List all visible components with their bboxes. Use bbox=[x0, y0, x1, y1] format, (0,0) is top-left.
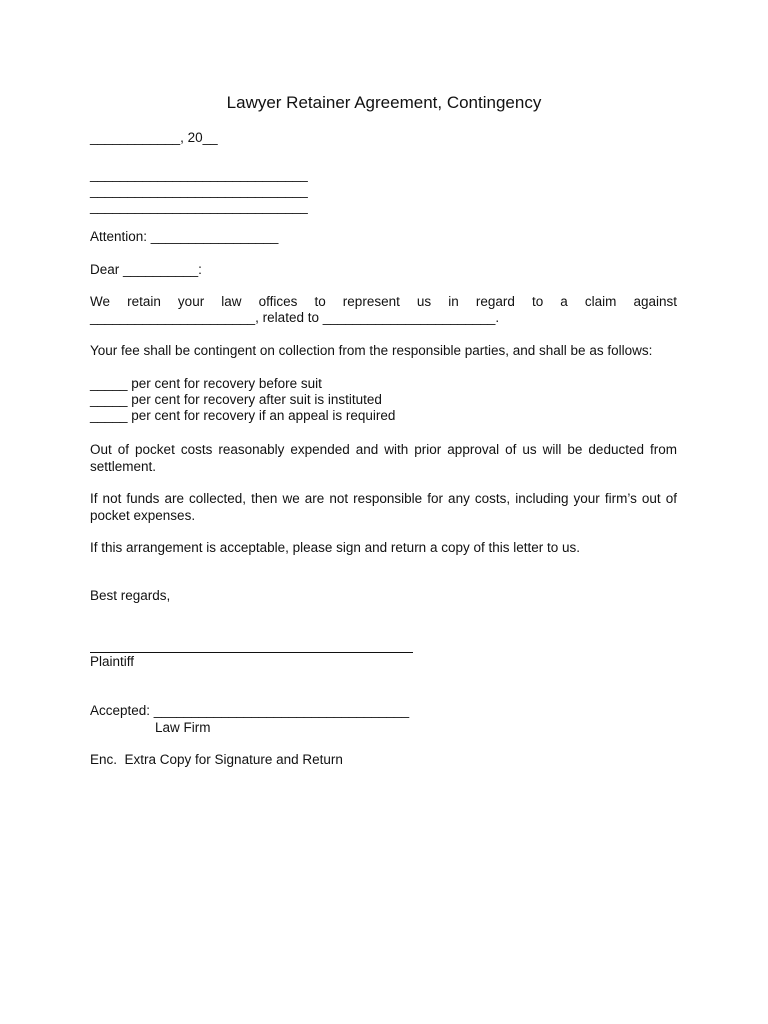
accepted-label: Accepted: bbox=[90, 703, 154, 718]
attention-line: Attention: _________________ bbox=[90, 229, 279, 244]
accepted-signature-blank: __________________________________ bbox=[153, 703, 410, 718]
fee-item-after-suit: _____ per cent for recovery after suit is instituted bbox=[90, 392, 382, 407]
enclosure-note: Enc. Extra Copy for Signature and Return bbox=[90, 752, 343, 767]
retain-paragraph-line-1: We retain your law offices to represent us in regard to a claim against bbox=[90, 294, 677, 309]
costs-paragraph: Out of pocket costs reasonably expended and with prior approval of us will be deducted from settlement. bbox=[90, 442, 677, 474]
closing: Best regards, bbox=[90, 588, 171, 603]
plaintiff-signature-line bbox=[90, 652, 413, 653]
address-line-1: _____________________________ bbox=[90, 167, 308, 182]
retain-paragraph-line-2: ______________________, related to _______________________. bbox=[90, 310, 500, 325]
law-firm-label: Law Firm bbox=[155, 720, 211, 735]
document-title: Lawyer Retainer Agreement, Contingency bbox=[226, 93, 542, 112]
address-line-2: _____________________________ bbox=[90, 183, 308, 198]
fee-item-appeal: _____ per cent for recovery if an appeal is required bbox=[90, 408, 396, 423]
date-line: ____________, 20__ bbox=[90, 130, 218, 145]
address-line-3: _____________________________ bbox=[90, 199, 308, 214]
fee-paragraph: Your fee shall be contingent on collection from the responsible parties, and shall be as follows: bbox=[90, 343, 653, 358]
acceptance-paragraph: If this arrangement is acceptable, please sign and return a copy of this letter to us. bbox=[90, 540, 581, 555]
salutation: Dear __________: bbox=[90, 262, 202, 277]
fee-item-before-suit: _____ per cent for recovery before suit bbox=[90, 376, 322, 391]
plaintiff-label: Plaintiff bbox=[90, 654, 135, 669]
accepted-line bbox=[90, 703, 409, 719]
funds-paragraph: If not funds are collected, then we are not responsible for any costs, including your firm’s out of pocket expenses. bbox=[90, 491, 677, 523]
